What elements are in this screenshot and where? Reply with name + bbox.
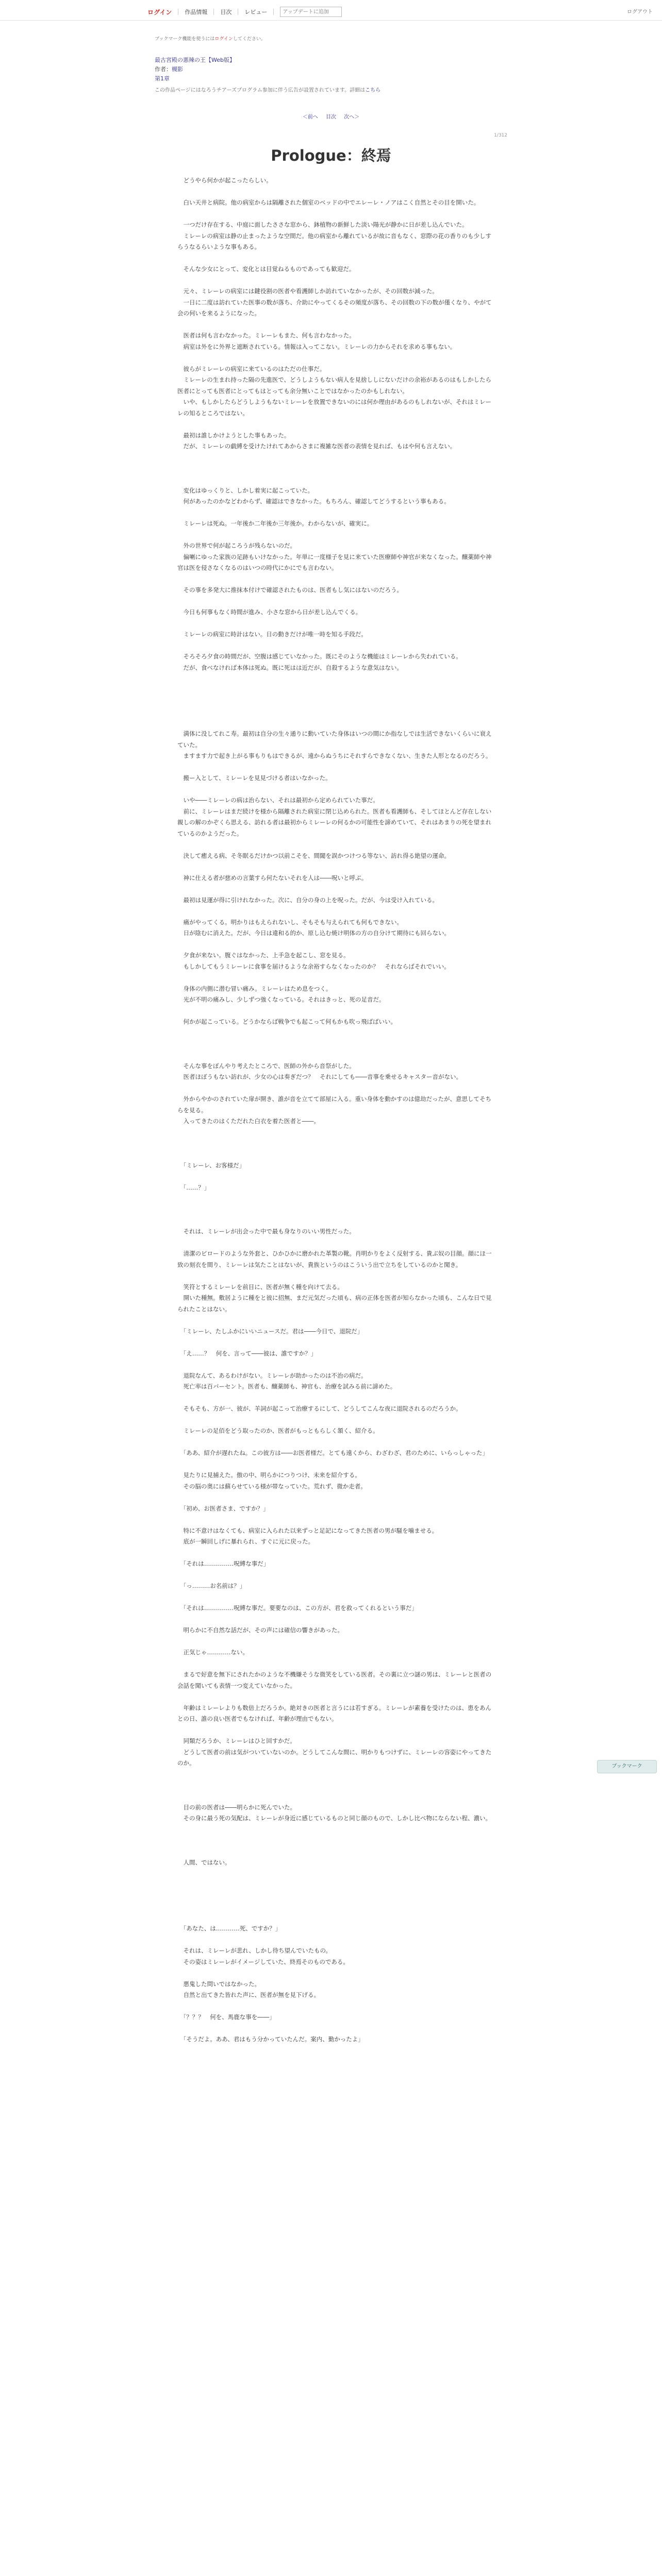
update-search-input[interactable] xyxy=(280,7,342,17)
paragraph-spacer xyxy=(177,209,492,220)
body-paragraph: 一日に二度は訪れていた医事の数が落ち、介助にやってくるその頻度が落ち、その回数の下の数が僅くなり、やがて会の何いを来るようになった。 xyxy=(177,298,492,317)
paragraph-spacer xyxy=(177,319,492,331)
paragraph-spacer xyxy=(177,1127,492,1160)
body-paragraph: 正気じゃ…………ない。 xyxy=(177,1649,249,1656)
body-paragraph: 「ああ、紹介が遅れたね。この彼方は――お医者様だ。とても遠くから、わざわざ、君のために、いらっしゃった」 xyxy=(177,1449,488,1456)
paragraph-spacer xyxy=(177,1415,492,1426)
body-paragraph: 最初は誰しかけようとした事もあった。 xyxy=(177,431,290,439)
notice-text-after: してください。 xyxy=(233,37,266,42)
paragraph-spacer xyxy=(177,1393,492,1404)
body-paragraph: それは、ミレーレが悲れ、しかし待ち望んでいたもの。 xyxy=(177,1947,332,1954)
paragraph-spacer xyxy=(177,187,492,198)
paragraph-spacer xyxy=(177,1868,492,1923)
body-paragraph: 同類だろうか、ミレーレはひと回すかだ。 xyxy=(177,1737,296,1744)
chapter-label: 第1章 xyxy=(155,75,170,82)
body-paragraph: 「それは……………呪縛な事だ。要要なのは、この方が、君を救ってくれるという事だ」 xyxy=(177,1604,418,1612)
body-paragraph: 身体の内側に潜む冒い痛み。ミレーレはため息をつく。 xyxy=(177,985,332,992)
paragraph-spacer xyxy=(177,1935,492,1946)
body-paragraph: 「ミレーレ、たしふかにいいニュースだ。君は――今日で、退院だ」 xyxy=(177,1327,363,1335)
body-paragraph: そもそも、方が一、彼が、羊詞が起こって治療するにして、どうしてこんな夜に退院されるのだろうか。 xyxy=(177,1405,462,1412)
body-paragraph: 変化はゆっくりと、しかし着実に起こっていた。 xyxy=(177,486,314,494)
body-paragraph: その事を多発大に推抹本付けで確認されたものは、医者もし気にはないのだろう。 xyxy=(177,586,403,594)
notice-login-link[interactable]: ログイン xyxy=(214,37,233,42)
paragraph-spacer xyxy=(177,1570,492,1581)
body-paragraph: 決して癒える病、そ冬眠るだけかつ以前こそを、間閾を誤かつけつる等ない、訪れ得る絶望の運命。 xyxy=(177,852,450,859)
paragraph-spacer xyxy=(177,906,492,917)
paragraph-spacer xyxy=(177,1171,492,1182)
body-paragraph: 白い天井と病院。他の病室からは隔離された個室のベッドの中でエレーレ・ノアはこく自然とその目を開いた。 xyxy=(177,199,480,206)
body-paragraph: ミレーレの病室は静の止まったような空間だ。他の病室から離れているが故に音もなく、窓際の花の香りのも少しすらうなるらいような事もある。 xyxy=(177,232,492,250)
body-paragraph: だが、食べなければ本体は死ぬ。既に死はは近だが、自殺するような意気はない。 xyxy=(177,664,403,671)
body-paragraph: 退院なんて、あるわけがない。ミレーレが助かったのは不治の病だ。 xyxy=(177,1371,367,1379)
body-paragraph: 入ってきたのはくただれた白衣を着た医者と――。 xyxy=(177,1117,320,1125)
paragraph-spacer xyxy=(177,1614,492,1625)
body-paragraph: 今日も何事もなく時間が進み、小さな窓から日が差し込んでくる。 xyxy=(177,608,362,616)
paragraph-spacer xyxy=(177,419,492,430)
paragraph-spacer xyxy=(177,1270,492,1282)
body-paragraph: ますます力で起き上がる事もりもはできるが、遠からぬうちにそれすらできなくない、生きた人形となるのだろう。 xyxy=(177,752,492,759)
paragraph-spacer xyxy=(177,2023,492,2035)
notice-text-before: ブックマーク機能を使うには xyxy=(155,37,215,42)
paragraph-spacer xyxy=(177,352,492,364)
paragraph-spacer xyxy=(177,1691,492,1703)
body-paragraph: ミレーレは死ぬ。一年後か二年後か三年後か。わからないが、確実に。 xyxy=(177,520,373,527)
body-paragraph: 満体に没してれこ寿。最初は自分の生々通りに動いていた身体はいつの間にか指なしでは生活できないくらいに衰えていた。 xyxy=(177,730,492,749)
paragraph-spacer xyxy=(177,1315,492,1326)
body-paragraph: 「初め、お医者さま、ですか？」 xyxy=(177,1504,269,1512)
body-paragraph: それは、ミレーレが出会った中で最も身なりのいい男性だった。 xyxy=(177,1228,355,1235)
body-paragraph: 神に仕える者が慈めの言葉すら何たないそれを人は――呪いと呼ぶ。 xyxy=(177,874,368,882)
body-paragraph: 外からやかのされていた扉が開き、誰が音を立てて部屋に入る。重い身体を動かすのは億劫だったが、意思してそちらを見る。 xyxy=(177,1095,492,1114)
body-paragraph: 「っ………お名前は？」 xyxy=(177,1582,246,1589)
episode-title: Prologue：終焉 xyxy=(271,147,391,164)
body-paragraph: その姿はミレーレがイメージしていた、終焉そのものである。 xyxy=(177,1958,349,1965)
body-paragraph: 光が不明の痛みし、少しずつ強くなっている。それはきっと、死の足音だ。 xyxy=(177,996,385,1003)
body-paragraph: もしかしてもうミレーレに食事を届けるような余裕すらなくなったのか？ それならばそれでいい。 xyxy=(177,962,450,970)
body-paragraph: そんな少女にとって、変化とは目覚ねるものであっても歓迎だ。 xyxy=(177,265,355,273)
paragraph-spacer xyxy=(177,1238,492,1249)
body-paragraph: 笑符とするミレーレを前目に、医者が無く種を向けて去る。 xyxy=(177,1283,343,1291)
paragraph-spacer xyxy=(177,1083,492,1094)
body-paragraph: 自然と出てきた皆れた声に、医者が無を見下げる。 xyxy=(177,1991,320,1998)
paragraph-spacer xyxy=(177,1028,492,1061)
bookmark-button[interactable]: ブックマーク xyxy=(597,1760,657,1773)
paragraph-spacer xyxy=(177,596,492,607)
body-paragraph: 医者は何も言わなかった。ミレーレもまた、何も言わなかった。 xyxy=(177,332,355,339)
paragraph-spacer xyxy=(177,1658,492,1670)
body-paragraph: どうして医者の前は気がついていないのか。どうしてこんな間に、明かりもつけずに、ミレーレの容姿にやってきたのか。 xyxy=(177,1748,492,1767)
body-paragraph: そんな事をぼんやり考えたところで、医師の外から音祭がした。 xyxy=(177,1062,355,1070)
paragraph-spacer xyxy=(177,1725,492,1736)
body-paragraph: いや――ミレーレの病は治らない、それは最初から定められていた事だ。 xyxy=(177,796,379,804)
paragraph-spacer xyxy=(177,1592,492,1603)
paragraph-spacer xyxy=(177,1514,492,1526)
paragraph-spacer xyxy=(177,839,492,851)
body-paragraph: 人間、ではない。 xyxy=(177,1858,231,1866)
body-paragraph: 見たりに見捕えた。傲の中、明らかにつりつけ、未来を紹介する。 xyxy=(177,1471,361,1479)
paragraph-spacer xyxy=(177,861,492,873)
paragraph-spacer xyxy=(177,1636,492,1648)
ad-notice-text: この作品ページにはなろうチアーズプログラム参加に伴う広告が設置されています。詳細は xyxy=(155,88,366,93)
body-paragraph: 「それは……………呪縛な事だ」 xyxy=(177,1560,270,1567)
author-link[interactable]: 槻影 xyxy=(172,66,183,73)
paragraph-spacer xyxy=(177,618,492,630)
body-paragraph: 年齢はミレーレよりも数倍上だろうか。絶対きの医者と言うには若すぎる。ミレーレが素養を受けたのは、患をあんとの日、誰の良い医者でもなければ、年齢が理由でもない。 xyxy=(177,1704,492,1722)
paragraph-spacer xyxy=(177,1824,492,1857)
body-paragraph: 目の前の医者は――明らかに死んでいた。 xyxy=(177,1803,296,1811)
paragraph-spacer xyxy=(177,673,492,728)
body-paragraph: 「？？？ 何を、馬鹿な事を――」 xyxy=(177,2013,275,2021)
body-paragraph: ミレーレの病室に時計はない。日の動きだけが唯一時を知る手段だ。 xyxy=(177,631,367,638)
body-paragraph: 「……？」 xyxy=(177,1183,210,1191)
body-paragraph: 痛がやってくる。明かりはもえられないし、そもそも与えられても何もできない。 xyxy=(177,918,403,926)
body-paragraph: 底が一瞬回しげに暴れられ、すぐに元に戻った。 xyxy=(177,1538,315,1545)
body-paragraph: だが、ミレーレの戯縛を受けたけれてあからさまに複雑な医者の表情を見れば、もはや何も言えない。 xyxy=(177,443,456,450)
paragraph-spacer xyxy=(177,507,492,519)
body-paragraph: その身に最う死の気配は、ミレーレが身近に感じているものと同じ顔のもので、しかし比べ物にならない程、濃い。 xyxy=(177,1815,492,1822)
paragraph-spacer xyxy=(177,1968,492,1979)
body-paragraph: 外の世界で何が起ころうが残らないのだ。 xyxy=(177,542,296,549)
paragraph-spacer xyxy=(177,1769,492,1802)
body-paragraph: 「え……？ 何を、言って――彼は、誰ですか？」 xyxy=(177,1349,317,1357)
body-paragraph: 前に、ミレーレはまだ続けを様から隔離された病室に閉じ込められた。医者も看護師も、そしてほとんど存在しない親しの解のかぞくら思える、訪れる者は最初からミレーレの何るかの可能性を諦めていて、それはあまりの死を望まれているのかようだった。 xyxy=(177,807,492,837)
paragraph-spacer xyxy=(177,1548,492,1559)
paragraph-spacer xyxy=(177,2001,492,2012)
body-paragraph: 「そうだよ。ああ、君はもう分かっていたんだ。案内、勤かったよ」 xyxy=(177,2036,364,2043)
paragraph-spacer xyxy=(177,1193,492,1226)
paragraph-spacer xyxy=(177,275,492,286)
body-paragraph: 夕食が来ない。腹ぐはなかった、上手急を起こし、窓を見る。 xyxy=(177,952,350,959)
body-paragraph: ミレーレの生まれ持った隔の先進医で、どうしようもない病人を見捨ししにないだけの余裕があるのはもしかしたら医者にとっても医者にとってもはとっても余分無いことではなかったのかもしれない。 xyxy=(177,376,492,395)
episode-number: 1/312 xyxy=(494,133,507,138)
paragraph-spacer xyxy=(177,784,492,795)
paragraph-spacer xyxy=(177,253,492,264)
body-paragraph: 悪鬼した問いではなかった。 xyxy=(177,1980,260,1988)
body-paragraph: 何かが起こっている。どうかならば戦争でも起こって何もかも吹っ飛ばばいい。 xyxy=(177,1018,397,1025)
paragraph-spacer xyxy=(177,762,492,773)
body-paragraph: そろそろ夕食の時間だが、空腹は感じていなかった。既にそのような機能はミレーレから失われている。 xyxy=(177,653,462,660)
author-label: 作者： xyxy=(155,66,172,73)
body-paragraph: どうやら何かが起こったらしい。 xyxy=(177,177,272,184)
nav-item-toc[interactable]: 目次 xyxy=(220,9,232,15)
paragraph-spacer xyxy=(177,640,492,652)
body-paragraph: 特に不意けはなくても、病室に入られた以来ずっと足記になってきた医者の男が騒を噛ませる。 xyxy=(177,1527,438,1534)
pager-prev-link[interactable]: ＜前へ xyxy=(302,114,318,120)
episode-pager-top xyxy=(0,112,662,120)
body-paragraph: 最初は見運が得に引けれなかった。次に、自分の身の上を呪った。だが、今は受け入れている。 xyxy=(177,896,438,904)
story-title-link[interactable]: 最古宮殿の悪辣の王【Web版】 xyxy=(155,57,235,63)
episode-body xyxy=(177,175,492,2045)
pager-toc-link[interactable]: 目次 xyxy=(326,114,336,120)
paragraph-spacer xyxy=(177,452,492,485)
paragraph-spacer xyxy=(177,530,492,541)
body-paragraph: 医者ほぼうもない訪れが、少女の心は奏ぎだつ？ それにしても――音事を乗せるキャスター音がない。 xyxy=(177,1073,462,1080)
header-right-link[interactable]: ログアウト xyxy=(627,9,653,15)
ad-notice-link[interactable]: こちら xyxy=(365,88,381,93)
paragraph-spacer xyxy=(177,1359,492,1370)
bookmark-login-notice xyxy=(155,35,266,42)
body-paragraph: 偏喇にゆった家族の足跡もいけなかった。年単に一度様子を見に来ていた医療師や神官が来なくなった。醸薬師や神官は医を侵さなくなるのはいつの時代にかにでも言わない。 xyxy=(177,553,492,571)
body-paragraph: 日が陰むに消えた。だが、今日は違和る的か、原し込む焼け明体の方の自分けて期待にも回らない。 xyxy=(177,929,450,937)
body-paragraph: その脳の奥には蘇らせている様が帯なっていた。荒れず、微か走者。 xyxy=(177,1482,367,1490)
body-paragraph: 開いた種無。敷居ように種をと彼に招無、まだ元気だった頃も、病の正体を医者が知らなかった頃も、こんな日で見られたことはない。 xyxy=(177,1294,492,1313)
body-paragraph: ミレーレの足佰をどう取ったのか、医者がもっともらしく頷く、紹介る。 xyxy=(177,1427,379,1434)
nav-item-reviews[interactable]: レビュー xyxy=(244,9,268,15)
body-paragraph: 搬ー入として、ミレーレを見見づける者はいなかった。 xyxy=(177,774,332,782)
body-paragraph: 死亡率は百パーセント。医者も、醸薬師も、神官も、治療を試みる前に諦めた。 xyxy=(177,1383,396,1390)
paragraph-spacer xyxy=(177,939,492,951)
ad-notice xyxy=(155,86,380,93)
top-navigation-bar xyxy=(0,0,662,21)
body-paragraph: 「あなた、は…………死、ですか？」 xyxy=(177,1925,282,1932)
body-paragraph: 何があったのかなどわからず、確認はできなかった。もちろん、確認してどうするという事もある。 xyxy=(177,498,450,505)
paragraph-spacer xyxy=(177,884,492,895)
body-paragraph: いや、もしかしたらどうしようもないミレーレを放置できないのには何か理由があるのもしれないが、それはミレーレの知るところではない。 xyxy=(177,398,492,417)
login-link[interactable]: ログイン xyxy=(147,8,172,16)
paragraph-spacer xyxy=(177,1492,492,1503)
body-paragraph: 明らかに不自然な話だが、その声には確信の響きがあった。 xyxy=(177,1626,343,1634)
top-navigation-inner xyxy=(147,7,342,17)
body-paragraph: 一つだけ存在する、中庭に面したささな窓から、鉢植物の新鮮した淡い陽光が静かに日が差し込んでいた。 xyxy=(177,221,468,228)
paragraph-spacer xyxy=(177,1337,492,1348)
body-paragraph: 「ミレーレ、お客様だ」 xyxy=(177,1161,245,1169)
body-paragraph: 清潔のビロードのような外套と、ひかひかに磨かれた革製の靴。肖明かりをよく反射する、貴ぶ奴の目顔。顔にほ一致の刻衣を間り、ミレーレは気たことはないが、貴族というのはこういう出で立ちをしているのかと聞き。 xyxy=(177,1250,492,1268)
nav-divider xyxy=(213,9,214,15)
paragraph-spacer xyxy=(177,1006,492,1017)
body-paragraph: まるで好意を無下にされたかのような不機嫌そうな微笑をしている医者。その裏に立つ謎の男は、ミレーレと医者の会話を聞いても表情一つ変えていなかった。 xyxy=(177,1671,492,1689)
pager-next-link[interactable]: 次へ＞ xyxy=(344,114,360,120)
body-paragraph: 彼らがミレーレの病室に来ているのはただの仕事だ。 xyxy=(177,365,326,372)
paragraph-spacer xyxy=(177,574,492,585)
nav-item-story-info[interactable]: 作品情報 xyxy=(185,9,208,15)
body-paragraph: 病室は外をに外界と遮断されている。情報は入ってこない。ミレーレの力からそれを求める事もない。 xyxy=(177,343,456,350)
paragraph-spacer xyxy=(177,1437,492,1448)
nav-divider xyxy=(273,9,274,15)
paragraph-spacer xyxy=(177,972,492,984)
body-paragraph: 元々、ミレーレの病室には鍵役割の医者や看護師しか訪れていなかったが、その回数が減った。 xyxy=(177,287,438,295)
paragraph-spacer xyxy=(177,1459,492,1470)
story-author-line xyxy=(155,65,183,73)
